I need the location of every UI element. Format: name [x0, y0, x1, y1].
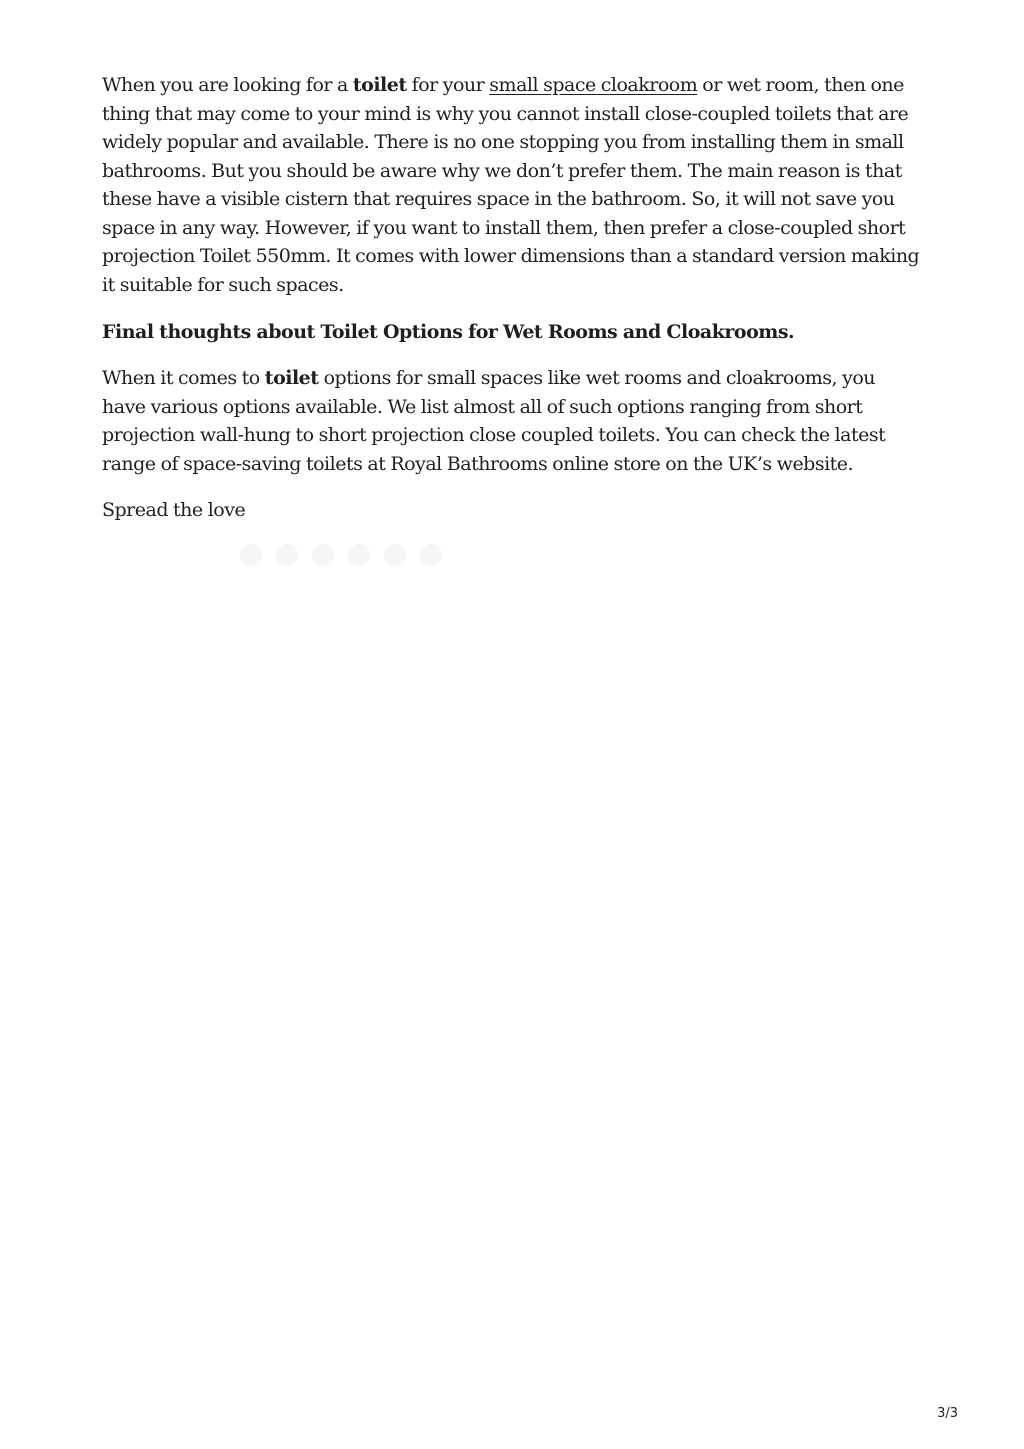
text-segment: When it comes to: [102, 367, 265, 389]
keyword-toilet: toilet: [352, 74, 407, 96]
paragraph-close-coupled: [102, 71, 922, 299]
keyword-toilet: toilet: [264, 367, 319, 389]
text-segment: for your: [406, 74, 490, 96]
share-icon[interactable]: [384, 544, 406, 566]
text-segment: options for small spaces like wet rooms and cloakrooms, you have various options available. We list almost all of such options ranging from short projection wall-hung to short projection close coupled toilets. You can check the latest range of space-saving toilets at Royal Bathrooms online store on the UK’s website.: [102, 367, 886, 475]
share-icon[interactable]: [276, 544, 298, 566]
share-icon[interactable]: [420, 544, 442, 566]
text-segment: or wet room, then one thing that may come to your mind is why you cannot install close-coupled toilets that are widely popular and available. There is no one stopping you from installing them in small bathrooms. But you should be aware why we don’t prefer them. The main reason is that these have a visible cistern that requires space in the bathroom. So, it will not save you space in any way. However, if you want to install them, then prefer a close-coupled short projection Toilet 550mm. It comes with lower dimensions than a standard version making it suitable for such spaces.: [102, 74, 920, 296]
share-buttons-bar: [240, 540, 560, 570]
section-heading: Final thoughts about Toilet Options for Wet Rooms and Cloakrooms.: [102, 321, 795, 343]
spread-the-love-label: Spread the love: [102, 499, 246, 521]
page-number: 3/3: [937, 1406, 958, 1421]
small-space-cloakroom-link[interactable]: small space cloakroom: [489, 74, 698, 96]
text-segment: When you are looking for a: [102, 74, 353, 96]
share-icon[interactable]: [348, 544, 370, 566]
paragraph-final-thoughts: [102, 364, 922, 478]
share-icon[interactable]: [312, 544, 334, 566]
share-icon[interactable]: [240, 544, 262, 566]
article-body: [102, 71, 922, 543]
